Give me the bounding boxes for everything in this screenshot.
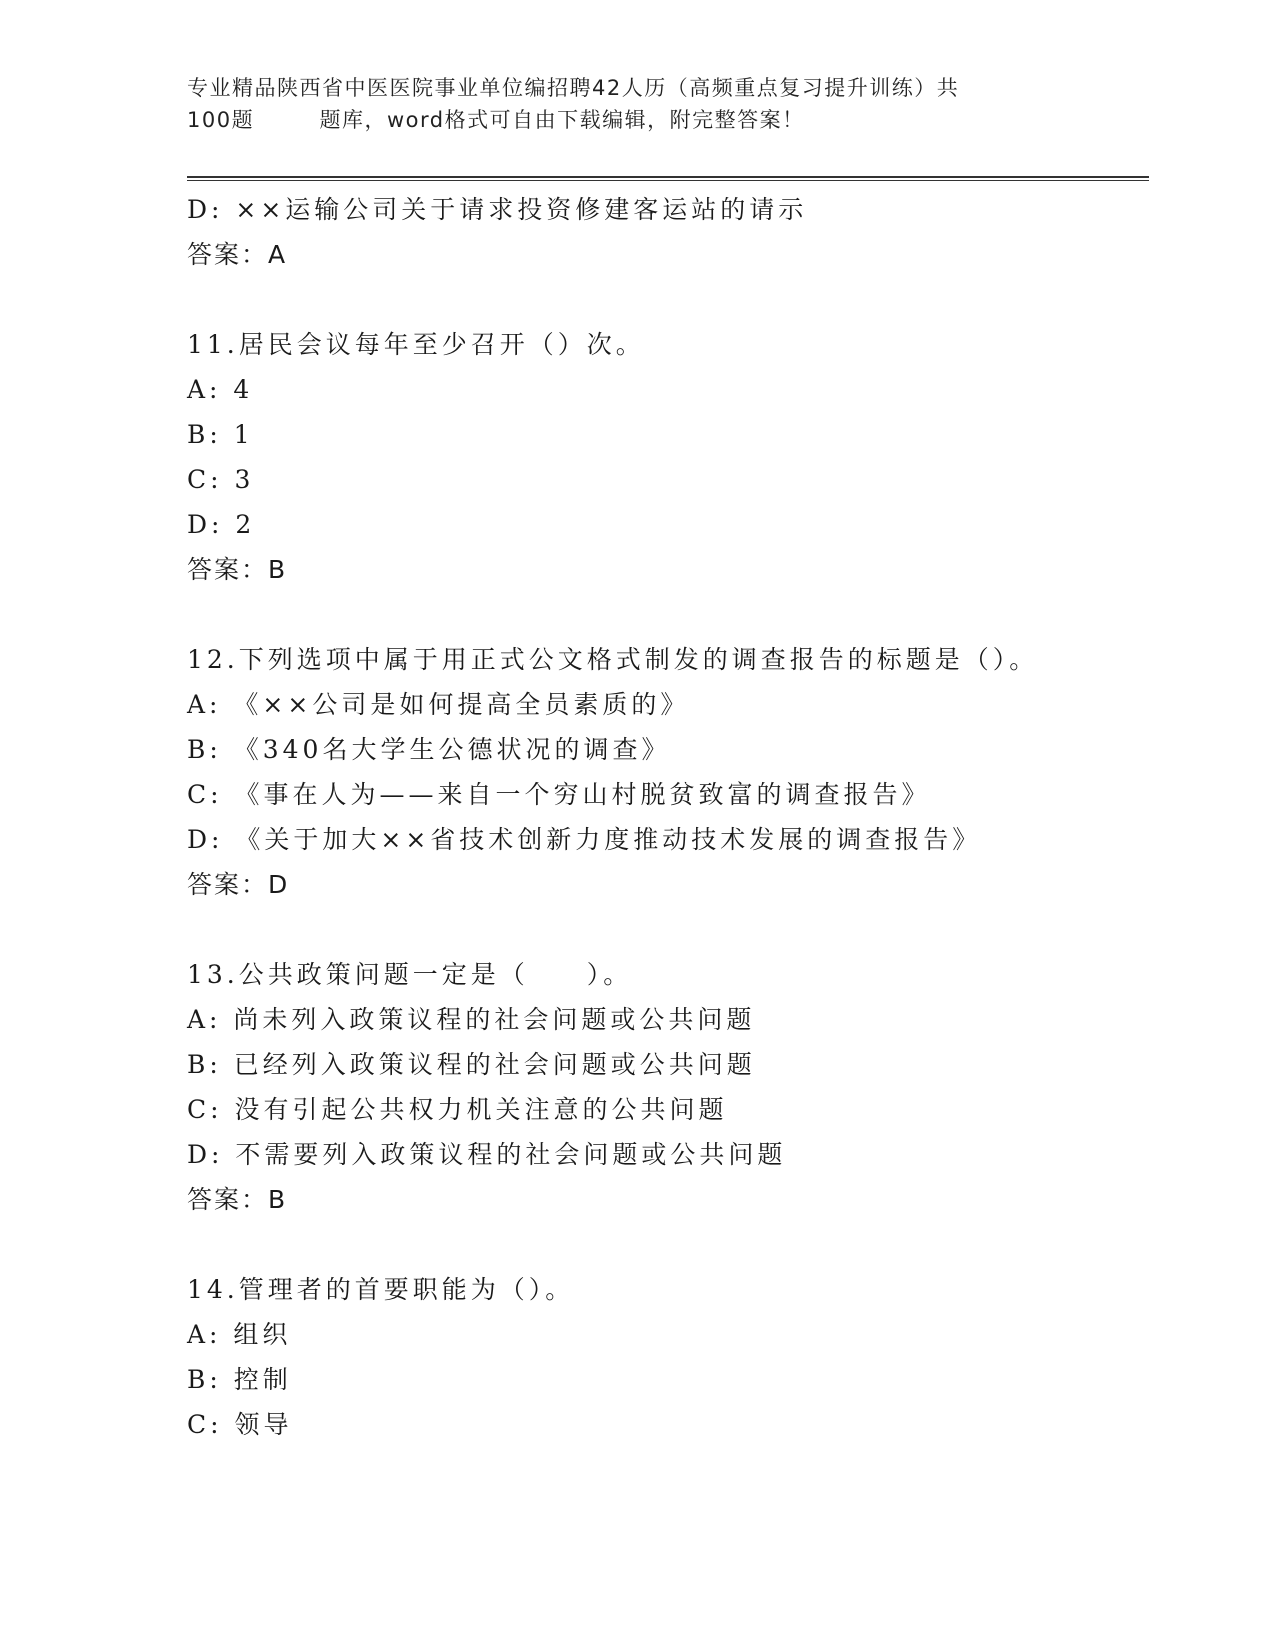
- option-line: C: 3: [187, 465, 255, 494]
- question-stem: 14.管理者的首要职能为（）。: [187, 1275, 575, 1304]
- question-stem: 11.居民会议每年至少召开（）次。: [187, 330, 645, 359]
- option-line: B: 《340名大学生公德状况的调查》: [187, 735, 671, 764]
- question-stem: 12.下列选项中属于用正式公文格式制发的调查报告的标题是（）。: [187, 645, 1039, 674]
- option-line: D: 《关于加大××省技术创新力度推动技术发展的调查报告》: [187, 825, 982, 854]
- option-line: A: 4: [187, 375, 254, 404]
- option-line: A: 尚未列入政策议程的社会问题或公共问题: [187, 1005, 756, 1034]
- document-header: [187, 72, 1067, 136]
- question-list: [187, 187, 1147, 1447]
- spacer: [187, 592, 1147, 637]
- option-line: D: 不需要列入政策议程的社会问题或公共问题: [187, 1140, 787, 1169]
- answer-line: 答案：D: [187, 870, 290, 899]
- question-stem: 13.公共政策问题一定是（ ）。: [187, 960, 633, 989]
- option-line: B: 控制: [187, 1365, 292, 1394]
- option-line: C: 《事在人为——来自一个穷山村脱贫致富的调查报告》: [187, 780, 931, 809]
- header-title-line1: 专业精品陕西省中医医院事业单位编招聘42人历（高频重点复习提升训练）共: [187, 76, 960, 100]
- spacer: [187, 277, 1147, 322]
- option-line: C: 没有引起公共权力机关注意的公共问题: [187, 1095, 728, 1124]
- header-divider: [187, 176, 1149, 181]
- answer-line: 答案：B: [187, 1185, 288, 1214]
- option-line: D: 2: [187, 510, 256, 539]
- answer-line: 答案：B: [187, 555, 288, 584]
- option-line: A: 组织: [187, 1320, 292, 1349]
- option-line: B: 已经列入政策议程的社会问题或公共问题: [187, 1050, 756, 1079]
- option-line: C: 领导: [187, 1410, 293, 1439]
- spacer: [187, 907, 1147, 952]
- option-line: D: ××运输公司关于请求投资修建客运站的请示: [187, 195, 808, 224]
- option-line: B: 1: [187, 420, 254, 449]
- option-line: A: 《××公司是如何提高全员素质的》: [187, 690, 690, 719]
- answer-line: 答案：A: [187, 240, 288, 269]
- spacer: [187, 1222, 1147, 1267]
- header-title-line2: 100题 题库，word格式可自由下载编辑，附完整答案！: [187, 108, 805, 132]
